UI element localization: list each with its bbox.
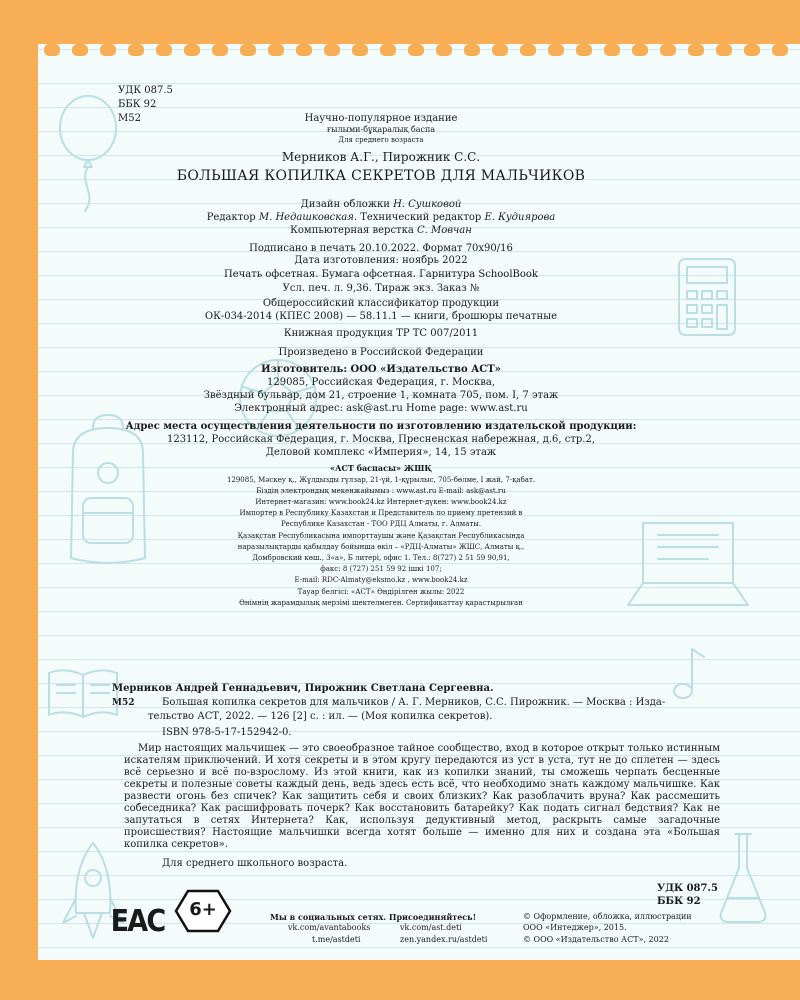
tech-regulation: Книжная продукция ТР ТС 007/2011 <box>283 328 479 339</box>
manufacturer-address-1: 129085, Российская Федерация, г. Москва, <box>266 377 495 388</box>
editors-credit: Редактор М. Недашковская. Технический редактор Е. Кудиярова <box>206 212 556 223</box>
kz-line: E-mail: RDC-Almaty@eksmo.kz , www.book24.kz <box>294 576 468 584</box>
kz-line: Қазақстан Республикасына импорттаушы және Қазақстан Республикасында <box>237 532 525 540</box>
kz-publisher-title: «АСТ баспасы» ЖШҚ <box>330 463 432 473</box>
udk-code-top: УДК 087.5 <box>118 85 173 96</box>
kz-line: Тауар белгісі: «АСТ» Өндірілген жылы: 2022 <box>297 588 465 596</box>
edition-type-kz: ғылыми-бұқаралық баспа <box>326 125 436 134</box>
classifier-title: Общероссийский классификатор продукции <box>262 298 500 309</box>
biblio-description-2: тельство АСТ, 2022. — 126 [2] с. : ил. — (Моя копилка секретов). <box>148 711 493 722</box>
print-sheets-info: Усл. печ. л. 9,36. Тираж экз. Заказ № <box>282 283 480 294</box>
age-rating-badge <box>174 888 232 934</box>
udk-code-bottom: УДК 087.5 <box>657 883 718 894</box>
copyright-line: ООО «Интеджер», 2015. <box>523 923 627 932</box>
manufacture-date: Дата изготовления: ноябрь 2022 <box>294 255 468 266</box>
cover-design-credit: Дизайн обложки Н. Сушковой <box>300 199 462 210</box>
book-icon <box>43 663 123 723</box>
kz-line: наразылықтарды қабылдау бойынша өкіл – «РДЦ-Алматы» ЖШС, Алматы қ., <box>237 543 525 551</box>
age-rating-text: 6+ <box>189 899 217 920</box>
authors-short: Мерников А.Г., Пирожник С.С. <box>281 150 481 164</box>
social-link-vk-astdeti[interactable]: vk.com/ast.deti <box>400 923 462 932</box>
music-note-icon <box>668 643 708 703</box>
kz-line: Домбровский көш., 3«а», Б литері, офис 1. Тел.: 8(727) 2 51 59 90,91, <box>252 554 510 562</box>
kz-line: 129085, Мәскеу қ., Жұлдызды гүлзар, 21-үй, 1-құрылыс, 705-бөлме, I жай, 7-қабат. <box>226 476 536 484</box>
activity-address-2: Деловой комплекс «Империя», 14, 15 этаж <box>265 447 497 458</box>
bbk-code-top: ББК 92 <box>118 99 157 110</box>
copyright-line: © Оформление, обложка, иллюстрации <box>523 912 692 921</box>
social-link-vk-avanta[interactable]: vk.com/avantabooks <box>288 923 371 932</box>
kz-line: Импортер в Республику Казахстан и Представитель по приему претензий в <box>239 509 523 517</box>
social-link-telegram[interactable]: t.me/astdeti <box>312 935 361 944</box>
isbn: ISBN 978-5-17-152942-0. <box>162 727 292 738</box>
activity-address-1: 123112, Российская Федерация, г. Москва, Пресненская набережная, д.6, стр.2, <box>166 434 596 445</box>
book-title: БОЛЬШАЯ КОПИЛКА СЕКРЕТОВ ДЛЯ МАЛЬЧИКОВ <box>176 168 586 184</box>
manufacturer-contacts: Электронный адрес: ask@ast.ru Home page: www.ast.ru <box>234 403 528 414</box>
biblio-description-1: Большая копилка секретов для мальчиков / А. Г. Мерников, С.С. Пирожник. — Москва : Изда- <box>162 697 666 708</box>
annotation-paragraph: Мир настоящих мальчишек — это своеобразное тайное сообщество, вход в которое открыт только истинным искателям приключений. И хотя секреты и в этом кругу передаются из уст в уста, тут не до сплетен — здесь всё серьезно и всё по-взрослому. Из этой книги, как из копилки знаний, ты сможешь черпать бесценные секреты и полезные советы каждый день, ведь здесь есть всё, что необходимо знать каждому мальчишке. Как развести огонь без спичек? Как защитить себя и своих близких? Как разоблачить вруна? Как рассмешить собеседника? Как расшифровать почерк? Как восстановить батарейку? Как подать сигнал бедствия? Как не запутаться в сетях Интернета? Как, используя дедуктивный метод, раскрыть самые загадочные происшествия? Настоящие мальчишки всегда хотят больше — именно для них и создана эта «Большая копилка секретов». <box>124 743 720 850</box>
kz-line: факс: 8 (727) 251 59 92 ішкі 107; <box>320 565 442 573</box>
bbk-code-bottom: ББК 92 <box>657 896 701 907</box>
author-mark-top: М52 <box>118 113 141 124</box>
biblio-author-mark: М52 <box>112 698 135 708</box>
layout-credit: Компьютерная верстка С. Мовчан <box>290 225 472 236</box>
manufacturer-address-2: Звёздный бульвар, дом 21, строение 1, комната 705, пом. I, 7 этаж <box>203 390 559 401</box>
biblio-authors: Мерников Андрей Геннадьевич, Пирожник Светлана Сергеевна. <box>112 683 494 694</box>
flask-icon <box>713 828 773 928</box>
torn-edge-holes <box>38 38 800 60</box>
kz-line: Республике Казахстан - ТОО РДЦ Алматы, г. Алматы. <box>280 520 482 528</box>
manufacturer-title: Изготовитель: ООО «Издательство АСТ» <box>261 364 501 375</box>
okp-code: ОК-034-2014 (КПЕС 2008) — 58.11.1 — книги, брошюры печатные <box>204 311 558 322</box>
signed-for-print: Подписано в печать 20.10.2022. Формат 70x90/16 <box>249 243 513 254</box>
audience-note: Для среднего школьного возраста. <box>162 858 348 869</box>
eac-mark: ЕАС <box>110 904 165 939</box>
age-note: Для среднего возраста <box>338 136 424 144</box>
kz-line: Өнімнің жарамдылық мерзімі шектелмеген. Сертификаттау қарастырылған <box>239 599 523 607</box>
social-link-zen[interactable]: zen.yandex.ru/astdeti <box>400 935 488 944</box>
social-title: Мы в социальных сетях. Присоединяйтесь! <box>270 912 477 922</box>
kz-line: Интернет-магазин: www.book24.kz Интернет-дүкен: www.book24.kz <box>255 498 507 506</box>
edition-type: Научно-популярное издание <box>304 113 458 124</box>
activity-address-title: Адрес места осуществления деятельности по изготовлению издательской продукции: <box>125 421 637 432</box>
made-in: Произведено в Российской Федерации <box>278 347 484 358</box>
kz-line: Біздің электрондық мекенжайымыз : www.ast.ru E-mail: ask@ast.ru <box>256 487 506 495</box>
print-paper-info: Печать офсетная. Бумага офсетная. Гарнитура SchoolBook <box>224 269 538 280</box>
copyright-line: © ООО «Издательство АСТ», 2022 <box>523 935 669 944</box>
